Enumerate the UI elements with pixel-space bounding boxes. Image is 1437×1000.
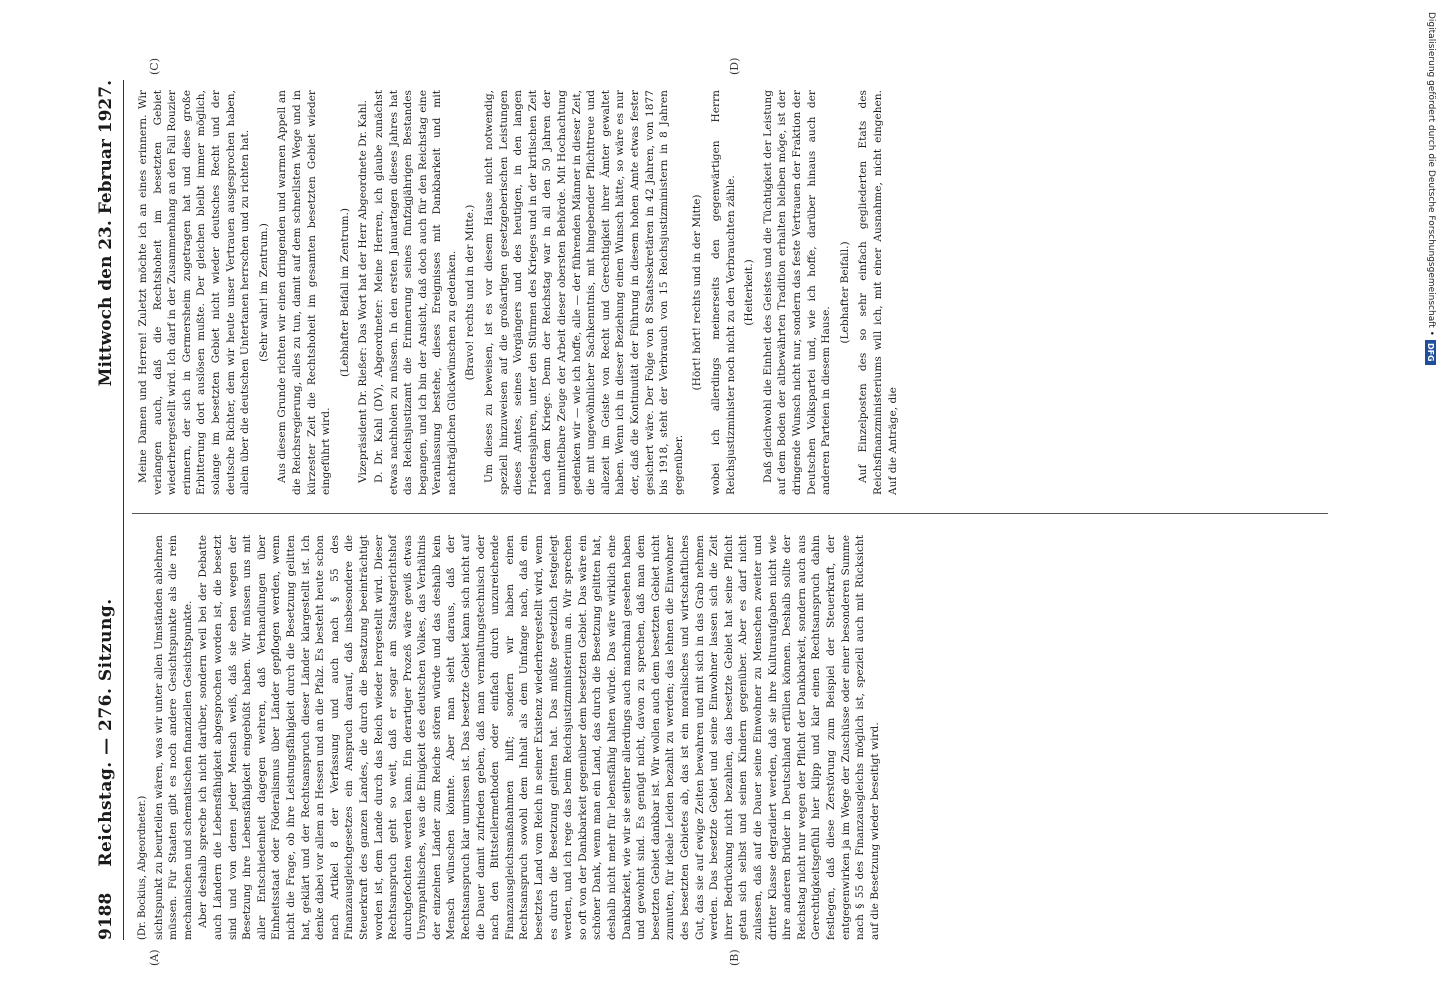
right-paragraph-6: wobei ich allerdings meinerseits den gegenwärtigen Herrn Reichsjustizminister noch nicht zu den Verbrauchten zähle. bbox=[709, 90, 737, 495]
digitization-note: Digitalisierung gefördert durch die Deutsche Forschungsgemeinschaft • bbox=[1426, 12, 1436, 336]
interjection-5: (Heiterkeit.) bbox=[743, 259, 756, 326]
digitization-footer bbox=[1425, 12, 1437, 992]
session-title: Reichstag. — 276. Sitzung. bbox=[95, 598, 116, 867]
document-page bbox=[88, 57, 1328, 966]
interjection-2: (Lebhafter Beifall im Zentrum.) bbox=[338, 208, 351, 378]
dfg-logo: DFG bbox=[1426, 340, 1437, 365]
right-paragraph-1: Meine Damen und Herren! Zuletzt möchte ich an eines erinnern. Wir verlangen auch, daß die Rechtshoheit im besetzten Gebiet wiederhergestellt wird. Ich darf in der Zusammenhang an den Fall Rouzier erinnern, der sich in Germersheim zugetragen hat und diese große Erbitterung dort auslösen mußte. Der gleichen bleibt immer möglich, solange im besetzten Gebiet nicht wieder deutsches Recht und der deutsche Richter, dem wir heute unser Vertrauen ausgesprochen haben, allein über die deutschen Untertanen herrschen und zu richten hat. bbox=[137, 90, 252, 495]
speaker-tag: (Dr. Bockius, Abgeordneter.) bbox=[137, 795, 148, 940]
column-divider bbox=[132, 513, 1328, 514]
interjection-4: (Hört! hört! rechts und in der Mitte) bbox=[691, 194, 704, 391]
right-paragraph-8: Auf Einzelposten des so sehr einfach gegliederten Etats des Reichsfinanzministeriums will ich, mit einer Ausnahme, nicht eingehen. Auf die Anträge, die bbox=[857, 90, 899, 495]
margin-marker-b: (B) bbox=[728, 949, 741, 966]
margin-marker-a: (A) bbox=[148, 949, 161, 966]
left-paragraph-1: sichtspunkt zu beurteilen wären, was wir unter allen Umständen ablehnen müssen. Für Staaten gibt es noch andere Gesichtspunkte als die rein mechanischen und schematischen finanziellen Gesichtspunkte. bbox=[152, 535, 194, 940]
interjection-6: (Lebhafter Beifall.) bbox=[838, 241, 851, 344]
right-paragraph-3: Vizepräsident Dr. Rießer: Das Wort hat der Herr Abgeordnete Dr. Kahl. bbox=[357, 99, 370, 483]
margin-marker-d: (D) bbox=[728, 57, 741, 75]
session-date: Mittwoch den 23. Februar 1927. bbox=[95, 80, 116, 387]
margin-marker-c: (C) bbox=[148, 58, 161, 75]
right-column bbox=[136, 90, 1326, 495]
left-paragraph-2: Aber deshalb spreche ich nicht darüber, sondern weil bei der Debatte auch Ländern die Lebensfähigkeit abgesprochen worden ist, die besetzt sind und von denen jeder Mensch weiß, daß sie eben wegen der Besetzung ihre Lebensfähigkeit eingebüßt haben. Wir müssen uns mit aller Entschiedenheit dagegen wehren, daß Verhandlungen über Einheitsstaat oder Föderalismus über Länder gepflogen werden, wenn nicht die Frage, ob ihre Leistungsfähigkeit durch die Besetzung gelitten hat, geklärt und der Rechtsanspruch dieser Länder klargestellt ist. Ich denke dabei vor allem an Hessen und an die Pfalz. Es besteht heute schon nach Artikel 8 der Verfassung und auch nach § 55 des Finanzausgleichgesetzes ein Anspruch darauf, daß insbesondere die Steuerkraft des ganzen Landes, die durch die Besatzung beeinträchtigt worden ist, dem Lande durch das Reich wieder hergestellt wird. Dieser Rechtsanspruch geht so weit, daß er sogar am Staatsgerichtshof durchgefochten werden kann. Ein derartiger Prozeß wäre gewiß etwas Unsympathisches, was die Einigkeit des deutschen Volkes, das Verhältnis der einzelnen Länder zum Reiche stören würde und das deshalb kein Mensch wünschen könnte. Aber man sieht daraus, daß der Rechtsanspruch klar umrissen ist. Das besetzte Gebiet kann sich nicht auf die Dauer damit zufrieden geben, daß man vermaltungstechnisch oder nach den Bittstellermethoden oder einfach durch unzureichende Finanzausgleichsmaßnahmen hilft; sondern wir haben einen Rechtsanspruch sowohl dem Inhalt als dem Umfange nach, daß ein besetztes Land vom Reich in seiner Existenz wiederhergestellt wird, wenn es durch die Besetzung gelitten hat. Das müßte gesetzlich festgelegt werden, und ich rege das beim Reichsjustizministerium an. Wir sprechen so oft von der Dankbarkeit gegenüber dem besetzten Gebiet. Das wäre ein schöner Dank, wenn man ein Land, das durch die Besetzung gelitten hat, deshalb nicht mehr für lebensfähig halten würde. Das wäre wirklich eine Dankbarkeit, wie wir sie seither allerdings auch manchmal gesehen haben und gewohnt sind. Es genügt nicht, davon zu sprechen, daß man dem besetzten Gebiet dankbar ist. Wir wollen auch dem besetzten Gebiet nicht zumuten, für ideale Leiden bezahlt zu werden; das lehnen die Einwohner des besetzten Gebietes ab, das ist ein moralisches und wirtschaftliches Gut, das sie auf ewige Zeiten bewahren und mit sich in das Grab nehmen werden. Das besetzte Gebiet und seine Einwohner lassen sich die Zeit ihrer Bedrückung nicht bezahlen, das besetzte Gebiet hat seine Pflicht getan sich selbst und seinen Kindern gegenüber. Aber es darf nicht zulassen, daß auf die Dauer seine Einwohner zu Menschen zweiter und dritter Klasse degradiert werden, daß sie ihre Kulturaufgaben nicht wie ihre anderen Brüder in Deutschland erfüllen können. Deshalb sollte der Reichstag nicht nur wegen der Pflicht der Dankbarkeit, sondern auch aus Gerechtigkeitsgefühl hier klipp und klar einen Rechtsanspruch dahin festlegen, daß diese Zerstörung zum Beispiel der Steuerkraft, der entgegenwirken ja im Wege der Zuschüsse oder einer besonderen Summe nach § 55 des Finanzausgleichs möglich ist, speziell auch mit Rücksicht auf die Besetzung wieder beseitigt wird. bbox=[197, 535, 881, 940]
right-paragraph-4: D. Dr. Kahl (DV), Abgeordneter: Meine Herren, ich glaube zunächst etwas nachholen zu müssen. In den ersten Januartagen dieses Jahres hat das Reichsjustizamt die Erinnerung seines fünfzigjährigen Bestandes begangen, und ich bin der Ansicht, daß doch auch für den Reichstag eine Veranlassung bestehe, dieses Ereignisses mit Dankbarkeit und mit nachträglichen Glückwünschen zu gedenken. bbox=[372, 90, 458, 495]
left-column bbox=[136, 535, 1326, 940]
interjection-3: (Bravo! rechts und in der Mitte.) bbox=[464, 204, 477, 381]
right-paragraph-7: Daß gleichwohl die Einheit des Geistes und die Tüchtigkeit der Leistung auf dem Boden der altbewährten Tradition erhalten bleiben möge, ist der dringende Wunsch nicht nur, sondern das feste Vertrauen der Fraktion der Deutschen Volkspartei und, wie ich hoffe, darüber hinaus auch der anderen Parteien in diesem Hause. bbox=[761, 90, 833, 495]
right-paragraph-5: Um dieses zu beweisen, ist es vor diesem Hause nicht notwendig, speziell hinzuweisen auf die großartigen gesetzgeberischen Leistungen dieses Amtes, seines Vorgängers und des heutigen, in den langen Friedensjahren, unter den Stürmen des Krieges und in der kritischen Zeit nach dem Kriege. Denn der Reichstag war in all den 50 Jahren der unmittelbare Zeuge der Arbeit dieser obersten Behörde. Mit Hochachtung gedenken wir — wie ich hoffe, alle — der führenden Männer in dieser Zeit, die mit ungewöhnlicher Sachkenntnis, mit hingebender Pflichttreue und allezeit im Geiste von Recht und Gerechtigkeit ihrer Ämter gewaltet haben. Wenn ich in dieser Beziehung einen Wunsch hätte, so wäre es nur der, daß die Kontinuität der Führung in diesem hohen Amte etwas fester gesichert wäre. Der Folge von 8 Staatssekretären in 42 Jahren, von 1877 bis 1918, steht der Verbrauch von 15 Reichsjustizministern in 8 Jahren gegenüber. bbox=[483, 90, 685, 495]
page-number: 9188 bbox=[95, 892, 116, 940]
interjection-1: (Sehr wahr! im Zentrum.) bbox=[257, 223, 270, 362]
right-paragraph-2: Aus diesem Grunde richten wir einen dringenden und warmen Appell an die Reichsregierung, alles zu tun, damit auf dem schnellsten Wege und in kürzester Zeit die Rechtshoheit im gesamten besetzten Gebiet wieder eingeführt wird. bbox=[276, 90, 333, 495]
page-header bbox=[88, 80, 124, 940]
